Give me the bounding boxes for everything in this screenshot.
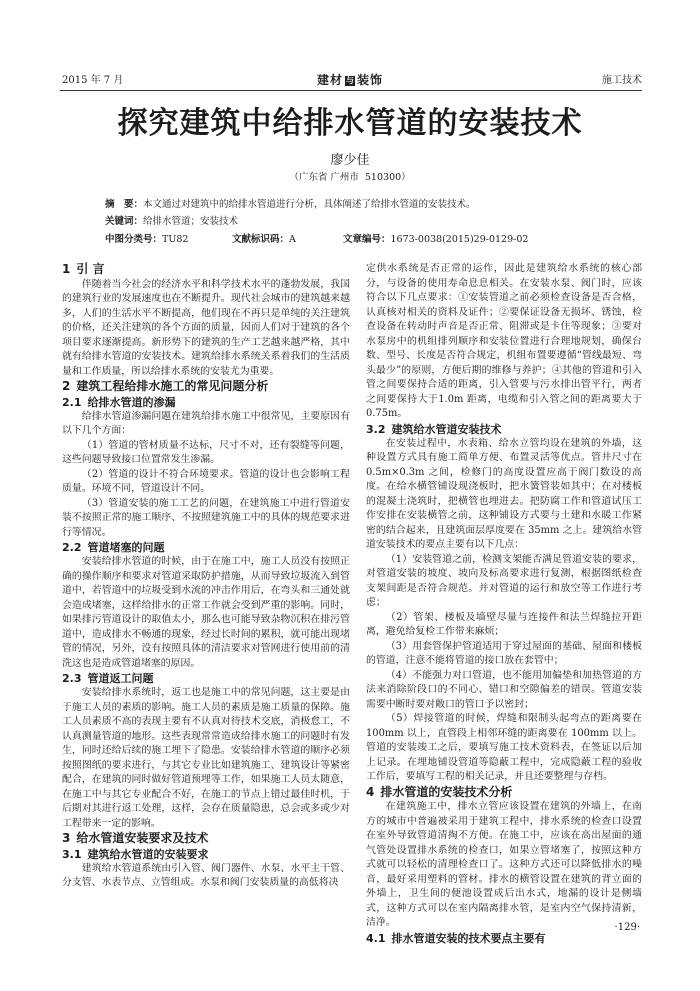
- body-paragraph: 安装给排水系统时，返工也是施工中的常见问题，这主要是由于施工人员的素质的影响。施工人员的素质是施工质量的保障。施工人员素质不高的表现主要有不认真对待技术交底，消极怠工，不认真测量管道的地形。这些表现常常造成给排水施工的问题时有发生，同时还给后续的施工埋下了隐患。安装给排水管道的顺序必须按照图纸的要求进行，与其它专业比如建筑施工、建筑设计等紧密配合，在建筑的同时做好管道预埋等工作，如果施工人员太随意，在施工中与其它专业配合不好，在施工的节点上错过最佳时机，于后期对其进行返工处理，这样，会存在质量隐患，总会或多或少对工程带来一定的影响。: [62, 687, 350, 829]
- section-title: 建筑工程给排水施工的常见问题分析: [76, 379, 269, 393]
- subsection-number: 3.2: [366, 422, 386, 436]
- journal-logo-part-b: 装饰: [357, 73, 384, 87]
- list-item-paragraph: （2）管架、楼板及墙壁尽量与连接件和法兰焊缝拉开距离，避免给复检工作带来麻烦；: [366, 611, 642, 637]
- list-item-paragraph: （1）安装管道之前，检测支架能否满足管道安装的要求，对管道安装的坡度、坡向及标高要求进行复测，根据图纸检查支架间距是否符合规范。并对管道的运行和放空等工作进行考虑；: [366, 553, 642, 608]
- left-column: [62, 262, 350, 891]
- body-paragraph: 安装给排水管道的时候，由于在施工中，施工人员没有按照正确的操作顺序和要求对管道采取防护措施，从而导致垃圾流入到管道中，若管道中的垃圾受到水流的冲击作用后，在弯头和三通处就会造成堵塞，这样给排水的正常工作就会受到严重的影响。同时，如果排污管道设计的取值太小，那么也可能导致杂物沉积在排污管道中，造成排水不畅通的现象，经过长时间的累积，就可能出现堵管的情况，另外，没有按照具体的清洁要求对管网进行使用前的清洗这也是造成管道堵塞的原因。: [62, 556, 350, 669]
- subsection-title: 建筑给水管道安装技术: [391, 422, 502, 436]
- list-item-paragraph: （5）焊接管道的时候，焊缝和限制头起弯点的距离要在100mm 以上，直管段上相邻环缝的距离要在 100mm 以上。管道的安装竣工之后，要填写施工技术资料表，在签证以后加上记录。在埋地铺设管道等隐蔽工程中，完成隐蔽工程的验收工作后，要填写工程的相关记录，并且还要整理与存档。: [366, 713, 642, 782]
- article-number: [343, 234, 528, 246]
- body-paragraph: 伴随着当今社会的经济水平和科学技术水平的蓬勃发展，我国的建筑行业的发展速度也在不断提升。现代社会城市的建筑越来越多，人们的生活水平不断提高，他们现在不再只是单纯的关注建筑的价格，还关注建筑的各个方面的质量，因而人们对于建筑的各个项目要求逐渐提高。新形势下的建筑的生产工艺越来越严格，其中就有给排水管道的安装技术。建筑给排水系统关系着我们的生活质量和工作质量，所以给排水系统的安装尤为重要。: [62, 278, 350, 377]
- right-column: [366, 262, 642, 946]
- author-affiliation: （广东省 广州市 510300）: [289, 172, 411, 183]
- document-code-label: 文献标识码：: [232, 234, 290, 245]
- document-code-value: A: [289, 234, 296, 245]
- section-number: 2: [62, 379, 71, 393]
- keywords: [105, 216, 238, 228]
- abstract-label: 摘 要：: [105, 199, 144, 210]
- article-number-label: 文章编号：: [343, 234, 391, 245]
- keywords-label: 关键词：: [105, 216, 144, 227]
- section-heading: [62, 262, 350, 278]
- document-code: [232, 234, 296, 246]
- list-item-paragraph: （2）管道的设计不符合环境要求。管道的设计也会影响工程质量。环境不同，管道设计不同。: [62, 468, 350, 494]
- journal-logo: [0, 73, 700, 87]
- subsection-title: 管道返工问题: [87, 672, 154, 685]
- page-number: ·129·: [614, 922, 640, 933]
- journal-logo-mark: 与: [346, 76, 354, 85]
- article-number-value: 1673-0038(2015)29-0129-02: [390, 234, 529, 245]
- abstract: [105, 199, 476, 211]
- body-paragraph-continued: 定供水系统是否正常的运作，因此是建筑给水系统的核心部分，与设备的使用寿命息息相关。在安装水泵、阀门时，应该符合以下几点要求：①安装管道之前必须检查设备是否合格，认真核对相关的资料及证件；②要保证设备无损坏、锈蚀，检查设备在转动时声音是否正常、阻滞或是卡住等现象；③要对水泵房中的机组排列顺序和安装位置进行合理地规划，确保台数、型号、长度是否符合规定，机组布置要遵循“管线最短、弯头最少”的原则，方便后期的维修与养护；④其他的管道和引入管之间要保持合适的距离，引入管要与污水排出管平行，两者之间要保持大于1.0m 距离，电缆和引入管之间的距离要大于 0.75m。: [366, 263, 642, 419]
- header-column-name: 施工技术: [602, 75, 642, 86]
- clc-number: [105, 234, 188, 246]
- list-item-paragraph: （3）管道安装的施工工艺的问题，在建筑施工中进行管道安装不按照正常的施工顺序、不按照建筑施工中的具体的规范要求进行等情况。: [62, 497, 350, 538]
- header-rule: [60, 90, 642, 91]
- article-title: 探究建筑中给排水管道的安装技术: [117, 106, 583, 141]
- section-number: 1: [62, 262, 71, 276]
- subsection-title: 给排水管道的渗漏: [87, 395, 176, 409]
- article-author: 廖少佳: [330, 153, 370, 168]
- section-heading: [366, 785, 642, 801]
- subsection-number: 2.1: [62, 395, 82, 409]
- header-date: 2015 年 7 月: [62, 75, 124, 86]
- subsection-heading: [366, 931, 642, 946]
- subsection-heading: [62, 671, 350, 686]
- section-heading: [62, 831, 350, 847]
- subsection-title: 排水管道安装的技术要点主要有: [391, 931, 546, 945]
- clc-value: TU82: [162, 234, 189, 245]
- section-heading: [62, 379, 350, 395]
- list-item-paragraph: （1）管道的管材质量不达标，尺寸不对，还有裂缝等问题，这些问题导致接口位置常发生渗漏。: [62, 439, 350, 465]
- body-paragraph: 在安装过程中，水表箱、给水立管均设在建筑的外墙，这种设置方式具有施工简单方便、布置灵活等优点。管井尺寸在 0.5m×0.3m 之间，检修门的高度设置应高于阀门数设的高度。在给水横管铺设现浇板时，把水簧管装如其中；在对楼板的混凝土浇筑时，把横管也埋进去。把防腐工作和管道试压工作安排在安装横管之前，这种铺设方式要与土建和水暖工作紧密的结合起来，且建筑面层厚度要在 35mm 之上。建筑给水管道安装技术的要点主要有以下几点：: [366, 437, 642, 550]
- subsection-heading: [62, 847, 350, 862]
- subsection-heading: [366, 422, 642, 437]
- section-title: 引 言: [76, 262, 105, 276]
- subsection-number: 2.2: [62, 541, 82, 554]
- section-title: 给水管道安装要求及技术: [76, 831, 209, 845]
- subsection-heading: [62, 540, 350, 555]
- subsection-number: 4.1: [366, 931, 386, 945]
- subsection-heading: [62, 395, 350, 410]
- section-number: 4: [366, 784, 375, 799]
- clc-label: 中图分类号：: [105, 234, 163, 245]
- section-title: 排水管道的安装技术分析: [380, 784, 513, 799]
- body-paragraph: 在建筑施工中，排水立管应该设置在建筑的外墙上，在南方的城市中普遍被采用于建筑工程中，排水系统的检查口设置在室外导致管道清掏不方便。在施工中，应该在高出屋面的通气管处设置排水系统的检查口，如果立管堵塞了，按照这种方式就可以轻松的清理检查口了。这种方式还可以降低排水的噪音，最好采用塑料的管材。排水的横管设置在建筑的背立面的外墙上，卫生间的便池设置成后出水式，地漏的设计是侧墙式，这种方式可以在室内隔离排水管，是室内空气保持清新，洁净。: [366, 801, 642, 928]
- abstract-text: 本文通过对建筑中的给排水管道进行分析，具体阐述了给排水管道的安装技术。: [143, 199, 476, 210]
- subsection-number: 2.3: [62, 672, 82, 685]
- subsection-title: 建筑给水管道的安装要求: [87, 847, 209, 861]
- journal-logo-part-a: 建材: [316, 73, 343, 87]
- list-item-paragraph: （3）用套管保护管道适用于穿过屋面的基础、屋面和楼板的管道，注意不能将管道的接口放在套管中；: [366, 640, 642, 666]
- keywords-text: 给排水管道；安装技术: [143, 216, 239, 227]
- subsection-number: 3.1: [62, 847, 82, 861]
- list-item-paragraph: （4）不能强力对口管道，也不能用加偏垫和加热管道的方法来消除阶段口的不同心、错口和空隙偏差的错误。管道安装需要中断时要对敞口的管口予以密封；: [366, 669, 642, 710]
- section-number: 3: [62, 831, 71, 845]
- body-paragraph: 建筑给水管道系统由引入管、阀门器件、水泵、水平主干管、分支管、水表节点、立管组成。水泵和阀门安装质量的高低将决: [62, 862, 350, 888]
- body-paragraph: 给排水管道渗漏问题在建筑给排水施工中很常见，主要原因有以下几个方面：: [62, 410, 350, 436]
- subsection-title: 管道堵塞的问题: [87, 541, 165, 554]
